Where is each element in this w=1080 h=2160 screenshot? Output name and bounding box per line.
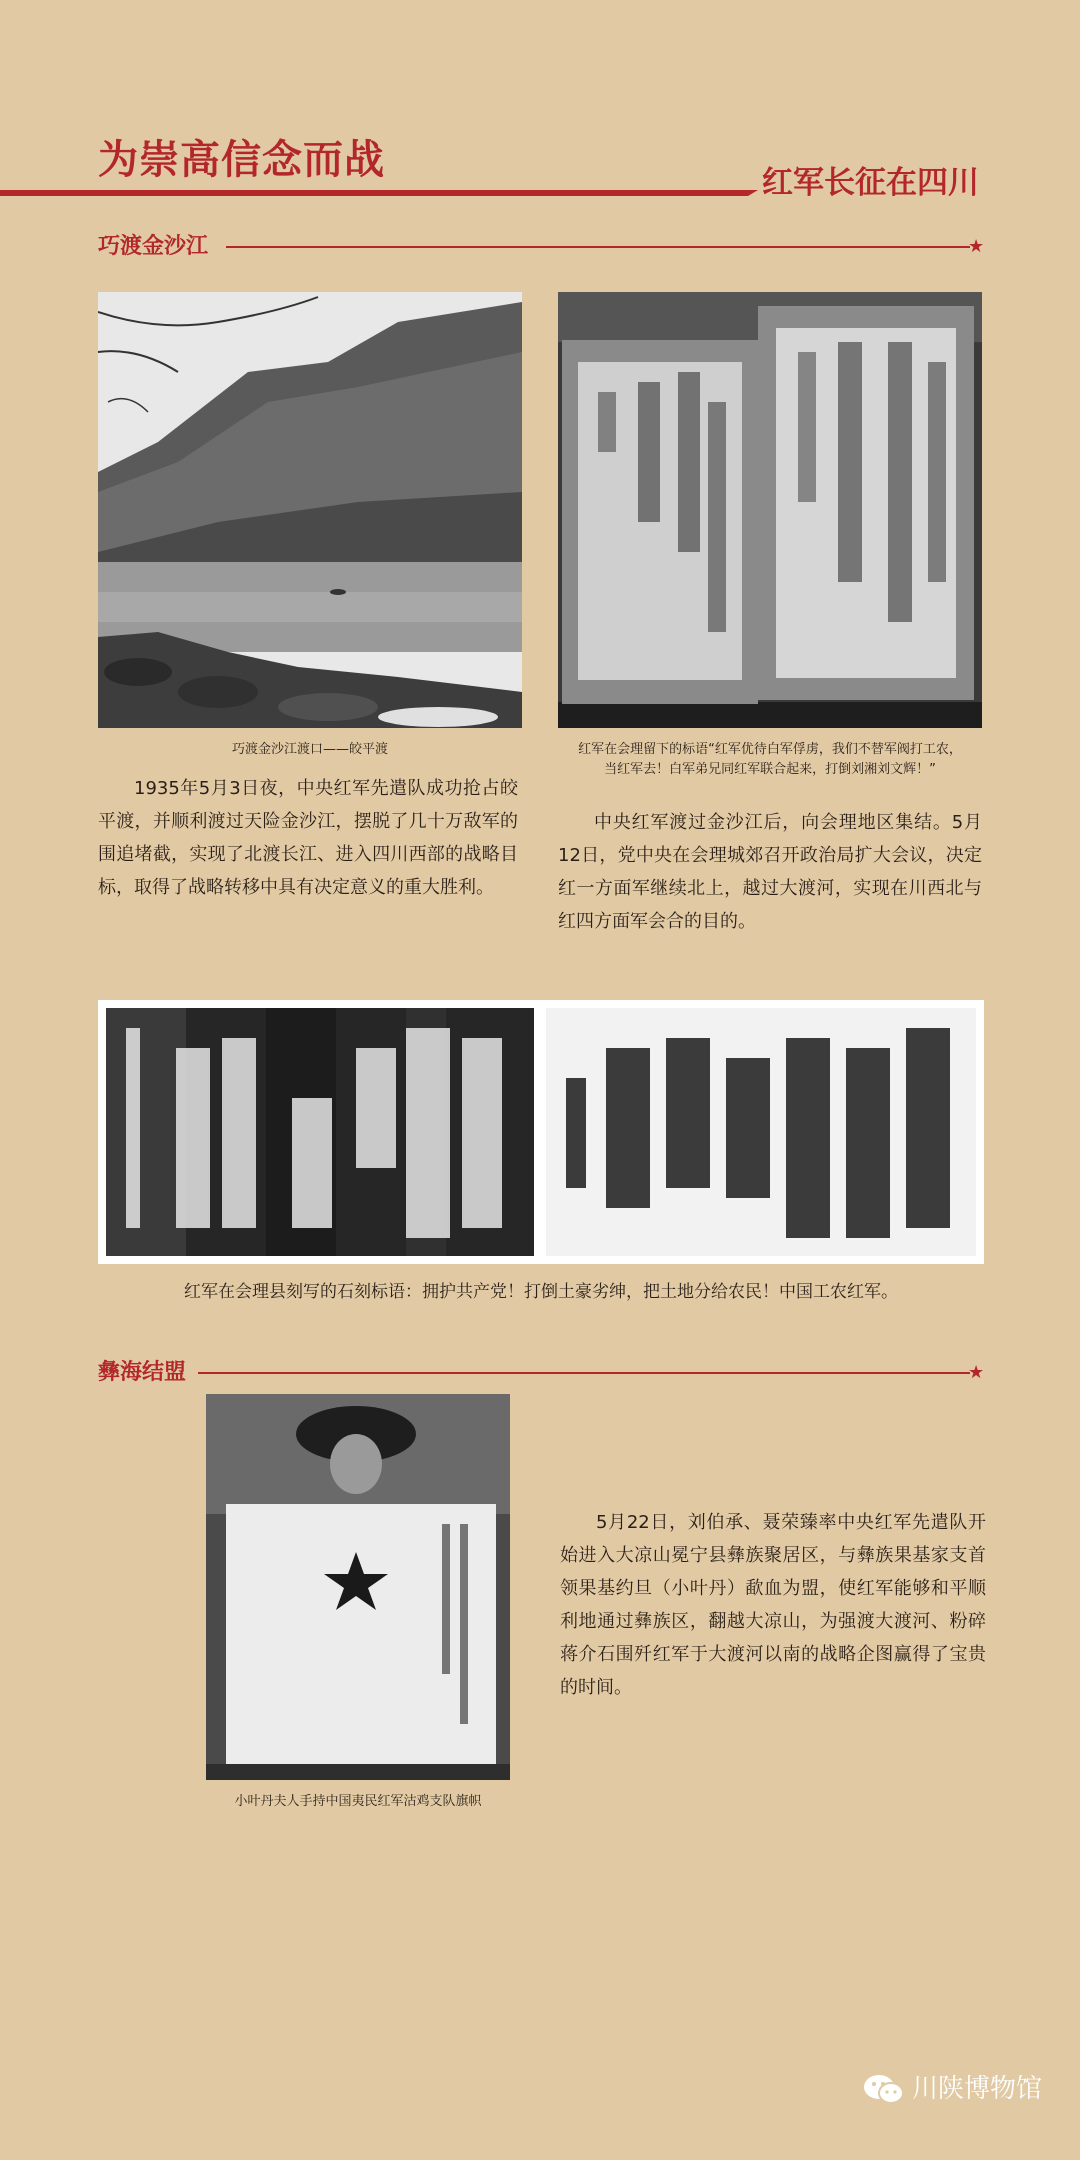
photo-huili-slogan-boards [558, 292, 982, 728]
page-subtitle: 红军长征在四川 [762, 165, 979, 201]
paragraph-huili-meeting: 中央红军渡过金沙江后，向会理地区集结。5月12日，党中央在会理城郊召开政治局扩大会议，决定红一方面军继续北上，越过大渡河，实现在川西北与红四方面军会合的目的。 [558, 812, 982, 932]
photo-jiaoping-ferry [98, 292, 522, 728]
wechat-icon [862, 2072, 906, 2106]
photo-caption: 巧渡金沙江渡口——皎平渡 [231, 742, 388, 757]
stone-carvings-caption: 红军在会理县刻写的石刻标语：拥护共产党！打倒土豪劣绅，把土地分给农民！中国工农红军。 [184, 1282, 898, 1302]
section-divider [226, 246, 970, 248]
photo-caption-line: 当红军去！白军弟兄同红军联合起来，打倒刘湘刘文辉！” [604, 762, 936, 777]
section-title-yihai: 彝海结盟 [98, 1360, 187, 1385]
photo-caption-line: 红军在会理留下的标语“红军优待白军俘虏，我们不替军阀打工农， [578, 742, 962, 757]
paragraph-yihai-alliance: 5月22日，刘伯承、聂荣臻率中央红军先遣队开始进入大凉山冕宁县彝族聚居区，与彝族果基家支首领果基约旦（小叶丹）歃血为盟，使红军能够和平顺利地通过彝族区，翻越大凉山，为强渡大渡河、粉碎蒋介石围歼红军于大渡河以南的战略企图赢得了宝贵的时间。 [560, 1512, 986, 1698]
header-divider-end [748, 190, 758, 196]
section-divider [198, 1372, 970, 1374]
paragraph-jiaoping-crossing: 1935年5月3日夜，中央红军先遣队成功抢占皎平渡，并顺利渡过天险金沙江，摆脱了几十万敌军的围追堵截，实现了北渡长江、进入四川西部的战略目标，取得了战略转移中具有决定意义的重大胜利。 [98, 778, 518, 898]
watermark-text: 川陕博物馆 [912, 2074, 1043, 2104]
photo-caption [558, 740, 982, 780]
photo-xiaoyedan-wife-banner [206, 1394, 510, 1780]
section-title-jinsha: 巧渡金沙江 [98, 234, 209, 259]
photo-caption: 小叶丹夫人手持中国夷民红军沽鸡支队旗帜 [234, 1794, 482, 1809]
header-divider [0, 190, 748, 196]
star-icon: ★ [968, 236, 985, 257]
page-title: 为崇高信念而战 [98, 137, 385, 183]
star-icon: ★ [968, 1362, 985, 1383]
photo-stone-carvings [98, 1000, 984, 1264]
